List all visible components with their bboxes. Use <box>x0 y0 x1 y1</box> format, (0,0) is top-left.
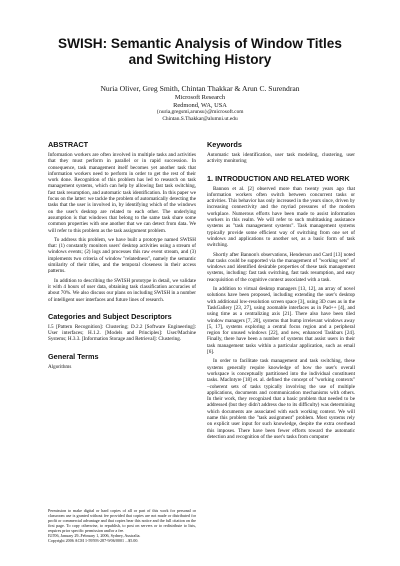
copyright-footnote <box>48 508 196 543</box>
abstract-paragraph-2: To address this problem, we have built a prototype named SWISH that: (1) constantly monitors users' desktop activities using a stream of windows events; (2) logs and processes this raw event stream, and (3) implements two criteria of window "relatedness", namely the semantic similarity of their titles, and the temporal closeness in their access patterns. <box>48 236 196 275</box>
author-org: Microsoft Research <box>174 94 226 101</box>
general-terms-text: Algorithms <box>48 363 72 370</box>
title-line-1: SWISH: Semantic Analysis of Window Titles <box>58 36 342 51</box>
left-column <box>48 140 196 373</box>
copyright-text: Permission to make digital or hard copies of all or part of this work for personal or classroom use is granted without fee provided that copies are not made or distributed for profit or commercial advantage and that copies bear this notice and the full citation on the first page. To copy otherwise, to republish, to post on servers or to redistribute to lists, requires prior specific permission and/or a fee. <box>48 508 196 533</box>
right-column <box>207 140 355 443</box>
keywords-heading: Keywords <box>207 140 242 149</box>
keywords-text: Automatic task identification, user task modeling, clustering, user activity monitoring <box>207 152 355 165</box>
categories-heading: Categories and Subject Descriptors <box>48 311 172 321</box>
abstract-paragraph-3: In addition to describing the SWISH prototype in detail, we validate it with 4 hours of user data, obtaining task classification accuracies of about 70%. We also discuss our plans on including SWISH in a number of intelligent user interfaces and future lines of research. <box>48 277 196 303</box>
author-names: Nuria Oliver, Greg Smith, Chintan Thakkar & Arun C. Surendran <box>100 84 300 93</box>
author-block <box>0 84 400 124</box>
intro-paragraph-2: Shortly after Bannon's observations, Henderson and Card [13] noted that tasks could be supported via the management of "working sets" of windows and identified desirable properties of these task management systems, including: fast task switching, fast task resumption, and easy reacquisition of the cognitive context associated with a task. <box>207 251 355 283</box>
intro-paragraph-3: In addition to virtual desktop managers [13, 12], an array of novel solutions have been proposed, including extending the user's desktop with additional low-resolution screen space [3], using 3D cues as in the TaskGallery [23, 27], using zoomable interfaces as in Pad++ [4], and using time as a centralizing axis [21]. There also have been tiled window managers [7, 20], systems that bump irrelevant windows away [5, 17], systems exploring a central focus region and a peripheral region for unused windows [22], and new, enhanced Taskbars [24]. Finally, there have been a number of systems that assist users in their task management tasks within a particular application, such as email [6]. <box>207 286 355 356</box>
intro-paragraph-1: Bannon et al. [2] observed more than twenty years ago that information workers often switch between concurrent tasks or activities. This behavior has only increased in the years since, driven by increasing connectivity and the myriad pressures of the modern workplace. Numerous efforts have been made to assist information workers in this realm. We will refer to such multitasking assistance systems as "task management systems". Task management systems typically provide some efficient way of switching from one set of windows and applications to another set, as a basic form of task switching. <box>207 185 355 249</box>
intro-heading: 1. INTRODUCTION AND RELATED WORK <box>207 173 350 183</box>
categories-text: I.5 [Pattern Recognition]: Clustering; D.2.2 [Software Engineering]: User interfaces; H.1.2. [Models and Principles]: User/Machine Systems; H.3.3. [Information Storage and Retrieval]: Clustering. <box>48 323 196 343</box>
author-location: Redmond, WA, USA <box>173 101 227 109</box>
abstract-heading: ABSTRACT <box>48 140 89 149</box>
author-emails-1: {nuria,gregsmi,arunsu}@microsoft.com <box>156 109 244 116</box>
copyright-venue: IUI'06, January 29–February 1, 2006, Sydney, Australia. <box>48 533 141 538</box>
copyright-rights: Copyright 2006 ACM 1-59593-287-9/06/0001 ...$5.00. <box>48 538 139 543</box>
general-terms-heading: General Terms <box>48 351 99 361</box>
paper-title <box>0 36 400 68</box>
abstract-paragraph-1: Information workers are often involved in multiple tasks and activities that they must perform in parallel or in rapid succession. In consequence, task management itself becomes yet another task that information workers need to perform in order to get the rest of their work done. Recognition of this problem has led to research on task management systems, which can help by allowing fast task switching, fast task resumption, and automatic task identification. In this paper we focus on the latter: we tackle the problem of automatically detecting the tasks that the user is involved in, by identifying which of the windows on the user's desktop are related to each other. The underlying assumption is that windows that belong to the same task share some common properties with one another that we can detect from data. We will refer to this problem as the task assignment problem. <box>48 152 196 234</box>
title-line-2: and Switching History <box>128 52 272 67</box>
author-emails-2: Chintan.S.Thakkar@alumni.ut.edu <box>162 116 238 123</box>
intro-paragraph-4: In order to facilitate task management and task switching, these systems generally require knowledge of how the user's overall workspace is conceptually partitioned into the individual constituent tasks. MacIntyre [18] et. al. defined the concept of "working contexts" –coherent sets of tasks typically involving the use of multiple applications, documents and communication mechanisms with others. In their work, they recognized that a basic problem that needed to be addressed (but they didn't address due to its difficulty) was determining which documents are associated with each working context. We will name this problem the "task assignment" problem. Most systems rely on explicit user input for such knowledge, despite the extra overhead this imposes. There have been fewer efforts toward the automatic detection and recognition of the user's tasks from computer <box>207 358 355 440</box>
